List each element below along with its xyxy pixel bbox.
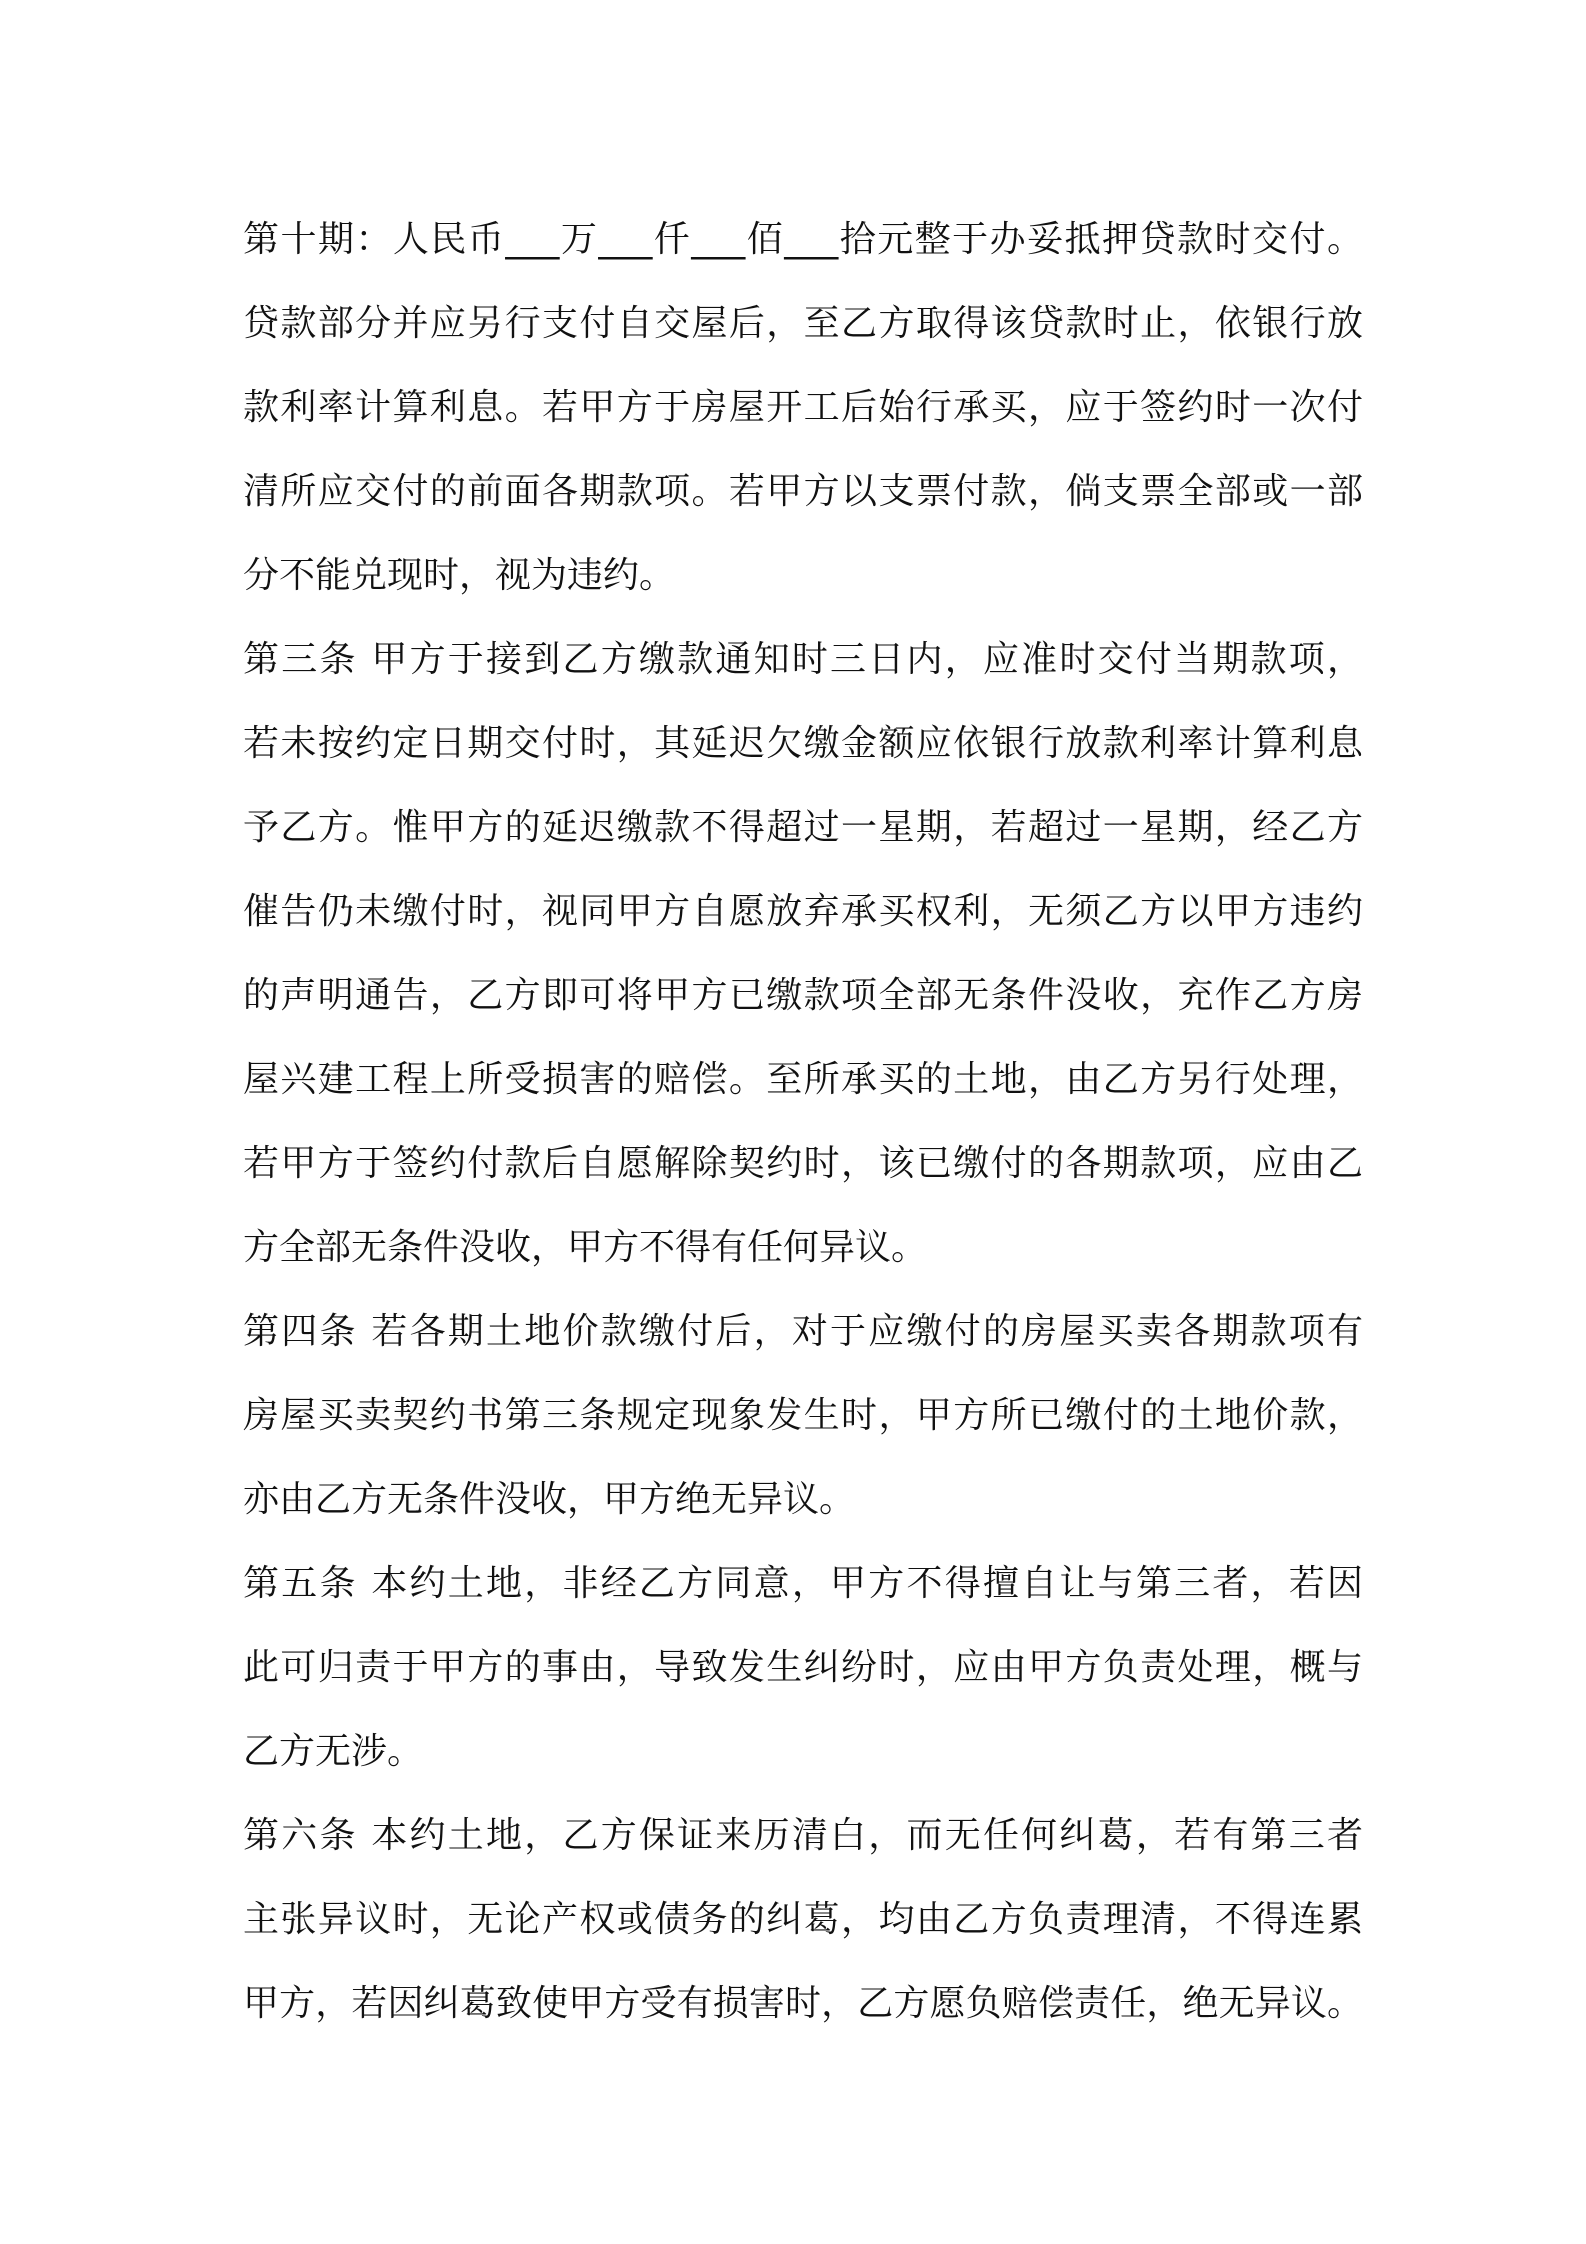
text-line: 的声明通告，乙方即可将甲方已缴款项全部无条件没收，充作乙方房 <box>243 975 1363 1016</box>
text-line: 第三条 甲方于接到乙方缴款通知时三日内，应准时交付当期款项， <box>243 639 1363 680</box>
text-line: 乙方无涉。 <box>243 1731 424 1772</box>
text-line: 分不能兑现时，视为违约。 <box>243 555 676 596</box>
text-line: 催告仍未缴付时，视同甲方自愿放弃承买权利，无须乙方以甲方违约 <box>243 891 1363 932</box>
text-line: 款利率计算利息。若甲方于房屋开工后始行承买，应于签约时一次付 <box>243 387 1363 428</box>
text-line: 甲方，若因纠葛致使甲方受有损害时，乙方愿负赔偿责任，绝无异议。 <box>243 1983 1363 2024</box>
text-line: 第十期：人民币___万___仟___佰___拾元整于办妥抵押贷款时交付。 <box>243 219 1363 260</box>
text-line: 若未按约定日期交付时，其延迟欠缴金额应依银行放款利率计算利息 <box>243 723 1363 764</box>
text-line: 予乙方。惟甲方的延迟缴款不得超过一星期，若超过一星期，经乙方 <box>243 807 1363 848</box>
text-line: 若甲方于签约付款后自愿解除契约时，该已缴付的各期款项，应由乙 <box>243 1143 1363 1184</box>
text-line: 贷款部分并应另行支付自交屋后，至乙方取得该贷款时止，依银行放 <box>243 303 1363 344</box>
text-line: 第四条 若各期土地价款缴付后，对于应缴付的房屋买卖各期款项有 <box>243 1311 1363 1352</box>
text-line: 第六条 本约土地，乙方保证来历清白，而无任何纠葛，若有第三者 <box>243 1815 1363 1856</box>
text-line: 亦由乙方无条件没收，甲方绝无异议。 <box>243 1479 856 1520</box>
contract-text <box>243 198 1363 2046</box>
text-line: 此可归责于甲方的事由，导致发生纠纷时，应由甲方负责处理，概与 <box>243 1647 1363 1688</box>
text-line: 第五条 本约土地，非经乙方同意，甲方不得擅自让与第三者，若因 <box>243 1563 1363 1604</box>
text-line: 屋兴建工程上所受损害的赔偿。至所承买的土地，由乙方另行处理， <box>243 1059 1363 1100</box>
text-line: 主张异议时，无论产权或债务的纠葛，均由乙方负责理清，不得连累 <box>243 1899 1363 1940</box>
text-line: 清所应交付的前面各期款项。若甲方以支票付款，倘支票全部或一部 <box>243 471 1363 512</box>
text-line: 方全部无条件没收，甲方不得有任何异议。 <box>243 1227 928 1268</box>
text-line: 房屋买卖契约书第三条规定现象发生时，甲方所已缴付的土地价款， <box>243 1395 1363 1436</box>
